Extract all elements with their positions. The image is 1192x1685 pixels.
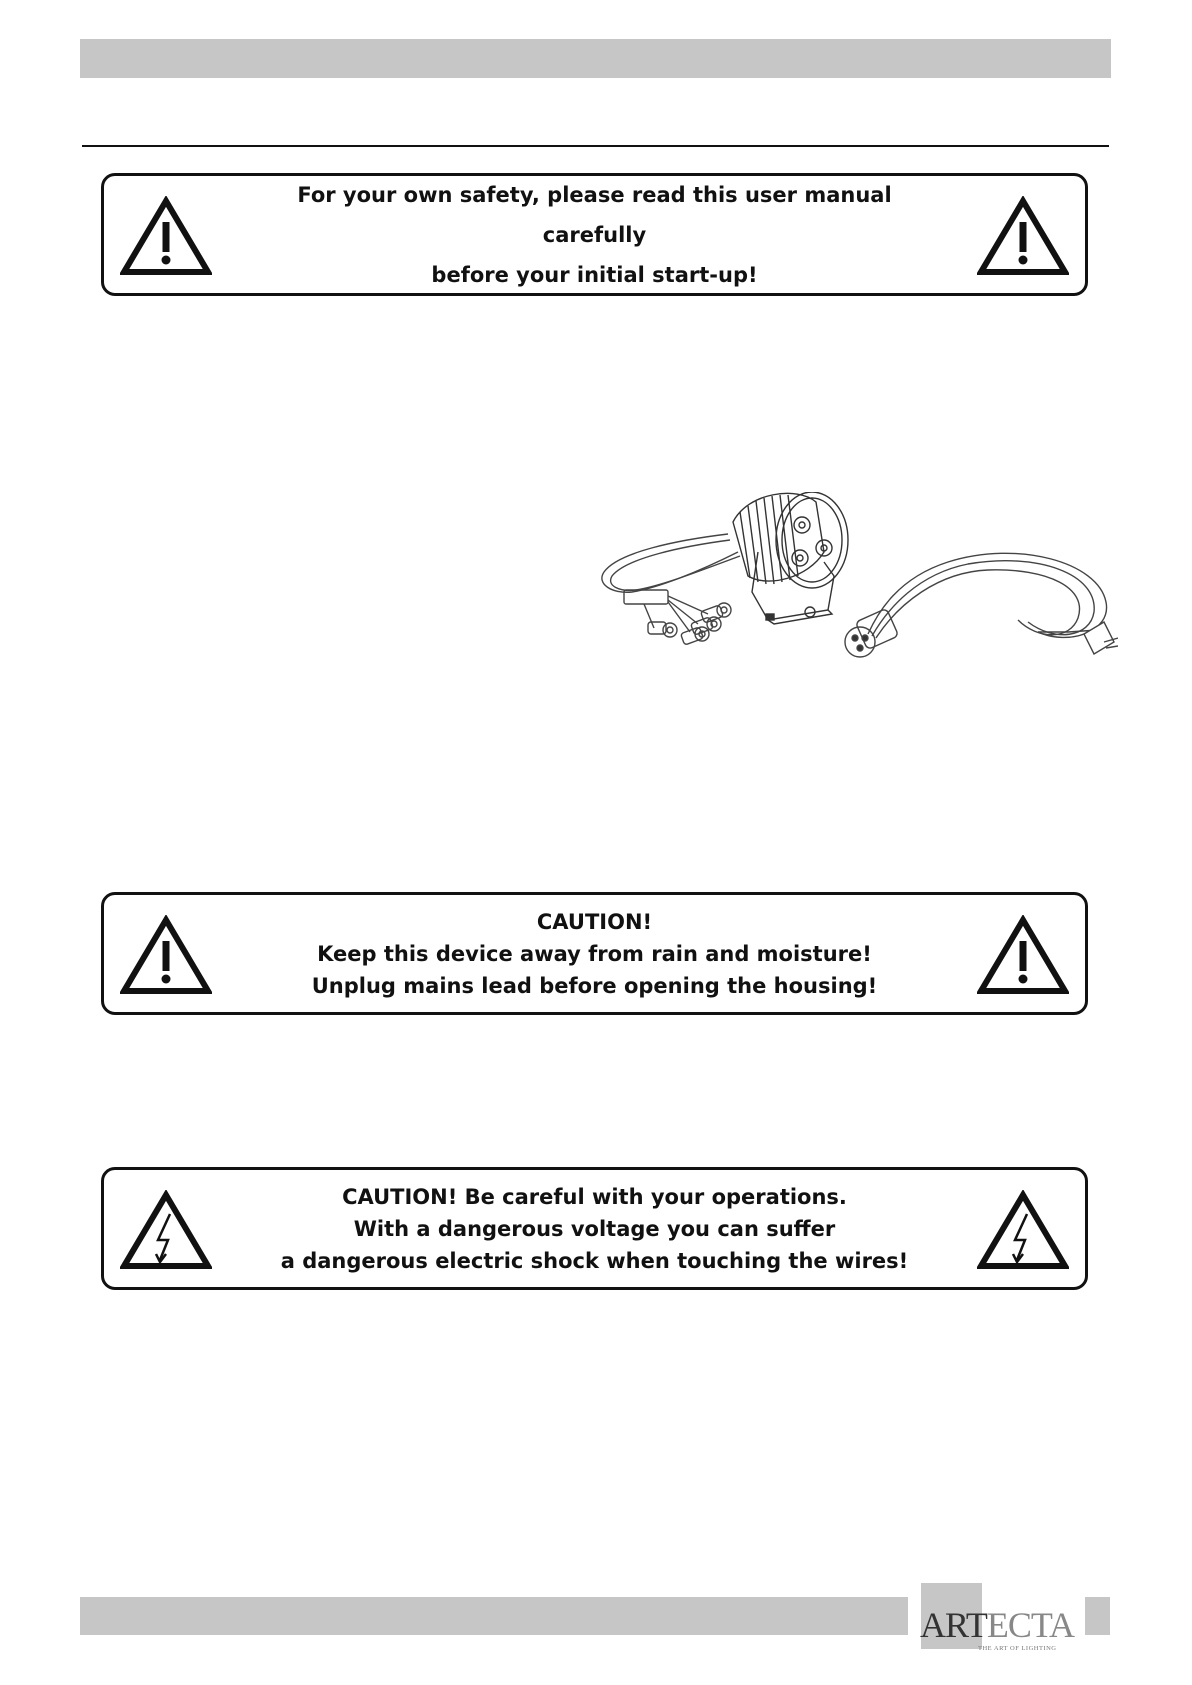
logo-tagline: THE ART OF LIGHTING [978,1645,1057,1652]
artecta-logo [920,1583,1074,1657]
footer-bar [80,1597,908,1635]
safety-read-manual-warning [101,173,1088,296]
warning-line: With a dangerous voltage you can suffer [353,1216,836,1241]
warning-line: CAUTION! [536,909,653,934]
warning-text [244,895,945,1012]
warning-line: before your initial start-up! [431,262,758,287]
warning-text [244,176,945,293]
rain-moisture-caution [101,892,1088,1015]
warning-text [244,1170,945,1287]
warning-line: Keep this device away from rain and moisture! [317,941,872,966]
warning-line: CAUTION! Be careful with your operations. [342,1184,847,1209]
logo-text-dark: ART [920,1605,987,1645]
header-rule [82,145,1109,147]
exclamation-warning-icon [977,196,1069,276]
logo-wordmark [920,1607,1074,1643]
warning-line: For your own safety, please read this user manual carefully [297,182,892,247]
electric-shock-warning-icon [977,1190,1069,1270]
page-number-box [1085,1597,1110,1635]
exclamation-warning-icon [977,915,1069,995]
warning-line: a dangerous electric shock when touching the wires! [280,1248,909,1273]
logo-text-light: ECTA [986,1605,1074,1645]
electric-shock-caution [101,1167,1088,1290]
warning-line: Unplug mains lead before opening the housing! [311,973,878,998]
led-spotlight-with-cables-illustration [598,492,1118,724]
exclamation-warning-icon [120,196,212,276]
exclamation-warning-icon [120,915,212,995]
electric-shock-warning-icon [120,1190,212,1270]
header-bar [80,39,1111,78]
